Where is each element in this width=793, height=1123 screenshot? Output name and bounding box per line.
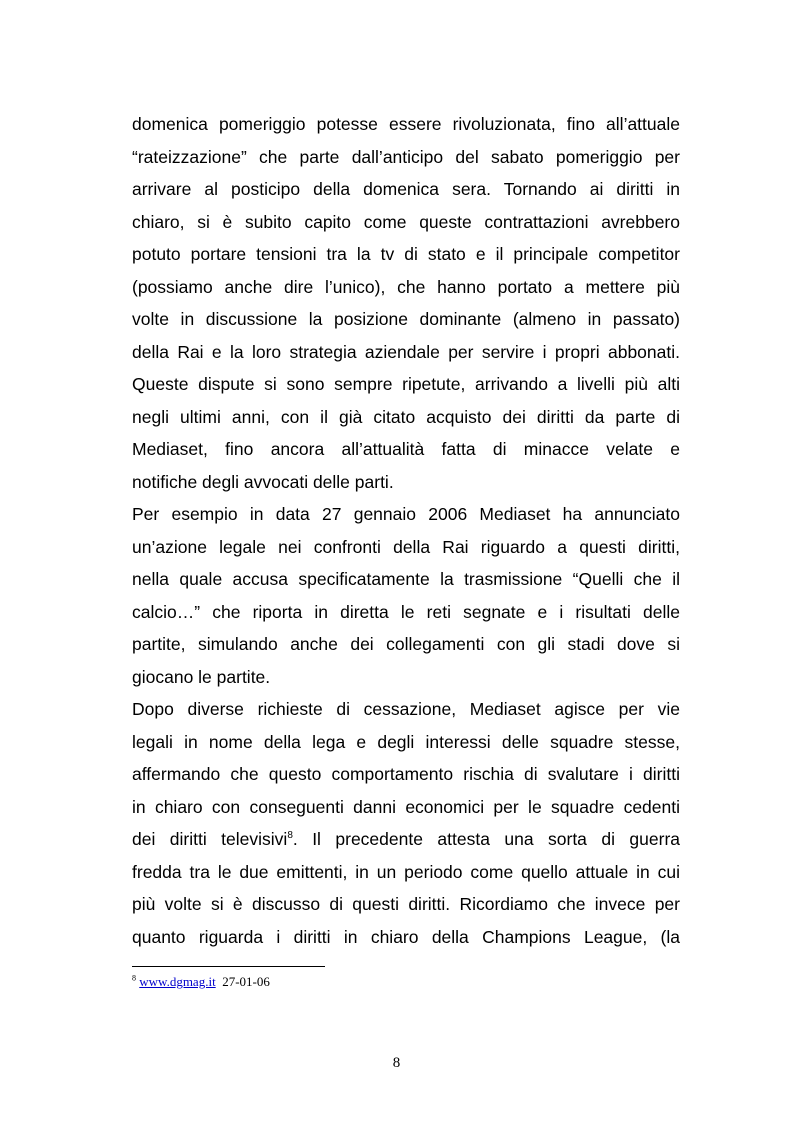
text-line: negli ultimi anni, con il già citato acquisto dei diritti da parte di [132, 406, 680, 427]
body-text [132, 108, 680, 953]
text-line-with-footnote [132, 823, 680, 856]
text-line: legali in nome della lega e degli interessi delle squadre stesse, [132, 731, 680, 752]
footnote-separator [132, 966, 325, 967]
text-line: notifiche degli avvocati delle parti. [132, 471, 394, 492]
text-line: domenica pomeriggio potesse essere rivoluzionata, fino all’attuale [132, 114, 680, 134]
text-line: Mediaset, fino ancora all’attualità fatta di minacce velate e [132, 439, 680, 459]
text-line: partite, simulando anche dei collegamenti con gli stadi dove si [132, 634, 680, 654]
footnote-link[interactable]: www.dgmag.it [139, 974, 216, 989]
page-number: 8 [392, 1055, 401, 1071]
text-line: giocano le partite. [132, 666, 271, 687]
text-line: Queste dispute si sono sempre ripetute, arrivando a livelli più alti [132, 374, 680, 394]
text-line: in chiaro con conseguenti danni economici per le squadre cedenti [132, 796, 680, 817]
footnote [132, 974, 270, 990]
footnote-reference[interactable]: 8 [287, 830, 293, 842]
footnote-date: 27-01-06 [222, 974, 270, 989]
text-line: della Rai e la loro strategia aziendale per servire i propri abbonati. [132, 341, 680, 362]
text-line: arrivare al posticipo della domenica sera. Tornando ai diritti in [132, 179, 680, 199]
text-line: affermando che questo comportamento rischia di svalutare i diritti [132, 764, 680, 784]
text-line: fredda tra le due emittenti, in un periodo come quello attuale in cui [132, 861, 680, 882]
text-line: Dopo diverse richieste di cessazione, Mediaset agisce per vie [132, 699, 680, 719]
text-line: quanto riguarda i diritti in chiaro della Champions League, (la [132, 926, 680, 947]
text-line: potuto portare tensioni tra la tv di stato e il principale competitor [132, 244, 680, 264]
text-line: un’azione legale nei confronti della Rai riguardo a questi diritti, [132, 536, 680, 557]
text-line: (possiamo anche dire l’unico), che hanno portato a mettere più [132, 276, 680, 297]
text-line: Per esempio in data 27 gennaio 2006 Mediaset ha annunciato [132, 504, 680, 524]
text-line: “rateizzazione” che parte dall’anticipo del sabato pomeriggio per [132, 146, 680, 167]
text-line: chiaro, si è subito capito come queste contrattazioni avrebbero [132, 211, 680, 232]
text-line: calcio…” che riporta in diretta le reti segnate e i risultati delle [132, 601, 680, 622]
footnote-mark: 8 [132, 973, 136, 983]
text-fragment: . Il precedente attesta una sorta di guerra [292, 829, 680, 849]
text-fragment: dei diritti televisivi [132, 829, 288, 849]
text-line: nella quale accusa specificatamente la trasmissione “Quelli che il [132, 569, 680, 589]
text-line: volte in discussione la posizione dominante (almeno in passato) [132, 309, 680, 329]
text-line: più volte si è discusso di questi diritti. Ricordiamo che invece per [132, 894, 680, 914]
